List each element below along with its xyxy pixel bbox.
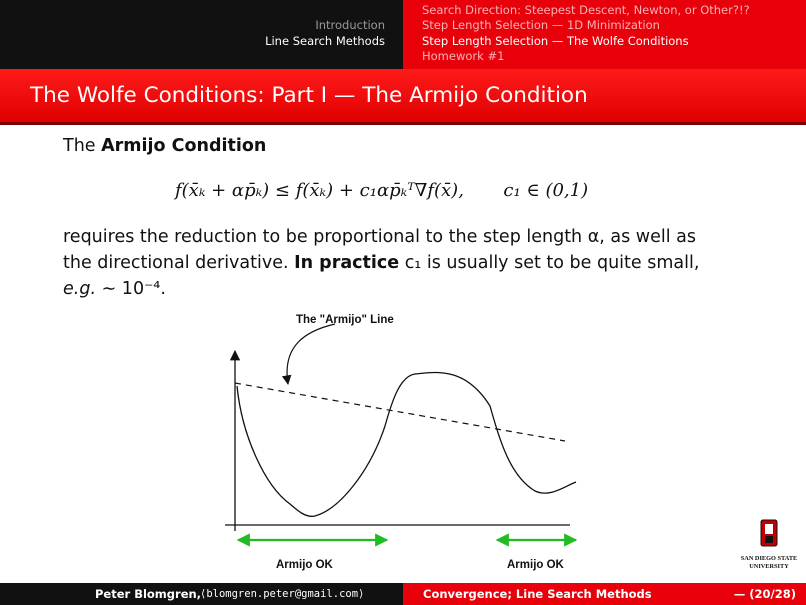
footer-page-number: — (20/28) [733,587,796,601]
formula-constraint: c₁ ∈ (0,1) [503,180,589,201]
paragraph-eg: e.g. [63,279,97,299]
footer-bar [0,583,806,605]
intro-line [63,136,266,156]
paragraph-text: c₁ is usually set to be quite small, [399,253,700,273]
armijo-figure [200,306,600,556]
intro-bold: Armijo Condition [101,136,267,156]
armijo-formula [175,180,588,201]
paragraph-text: ∼ 10⁻⁴. [96,279,166,299]
pointer-arrow [287,324,335,384]
paragraph-line-3 [63,279,166,299]
sdsu-shield-icon [736,518,802,580]
frame-title-bar [0,69,806,125]
paragraph-text: the directional derivative. [63,253,295,273]
nav-section-introduction[interactable]: Introduction [315,18,385,32]
logo-line-2: UNIVERSITY [749,563,789,570]
armijo-ok-label-right: Armijo OK [507,559,564,571]
nav-subsection-search-direction[interactable]: Search Direction: Steepest Descent, Newton, or Other?!? [422,3,750,17]
nav-subsection-wolfe-conditions[interactable]: Step Length Selection — The Wolfe Conditions [422,34,689,48]
footer-email[interactable]: ⟨blomgren.peter@gmail.com⟩ [200,588,365,600]
armijo-ok-label-left: Armijo OK [276,559,333,571]
function-curve [237,372,576,516]
paragraph-line-2 [63,253,699,273]
section-nav [0,0,403,69]
footer-topic: Convergence; Line Search Methods [423,587,652,601]
footer-author: Peter Blomgren, [95,587,202,601]
sdsu-logo [736,518,802,580]
figure-title: The "Armijo" Line [296,314,394,326]
nav-subsection-1d-minimization[interactable]: Step Length Selection — 1D Minimization [422,18,660,32]
footer-right [403,583,806,605]
footer-left [0,583,403,605]
formula-inequality: f(x̄ₖ + αp̄ₖ) ≤ f(x̄ₖ) + c₁αp̄ₖᵀ∇f(x̄), [175,180,464,201]
armijo-line [235,383,565,441]
paragraph-emphasis: In practice [294,253,400,273]
frame-title: The Wolfe Conditions: Part I — The Armijo Condition [30,83,588,108]
top-navigation-bar [0,0,806,69]
nav-subsection-homework[interactable]: Homework #1 [422,49,505,63]
intro-prefix: The [63,136,102,156]
logo-line-1: SAN DIEGO STATE [740,555,798,562]
paragraph-line-1: requires the reduction to be proportional to the step length α, as well as [63,227,696,247]
subsection-nav [403,0,806,69]
nav-section-line-search[interactable]: Line Search Methods [265,34,385,48]
